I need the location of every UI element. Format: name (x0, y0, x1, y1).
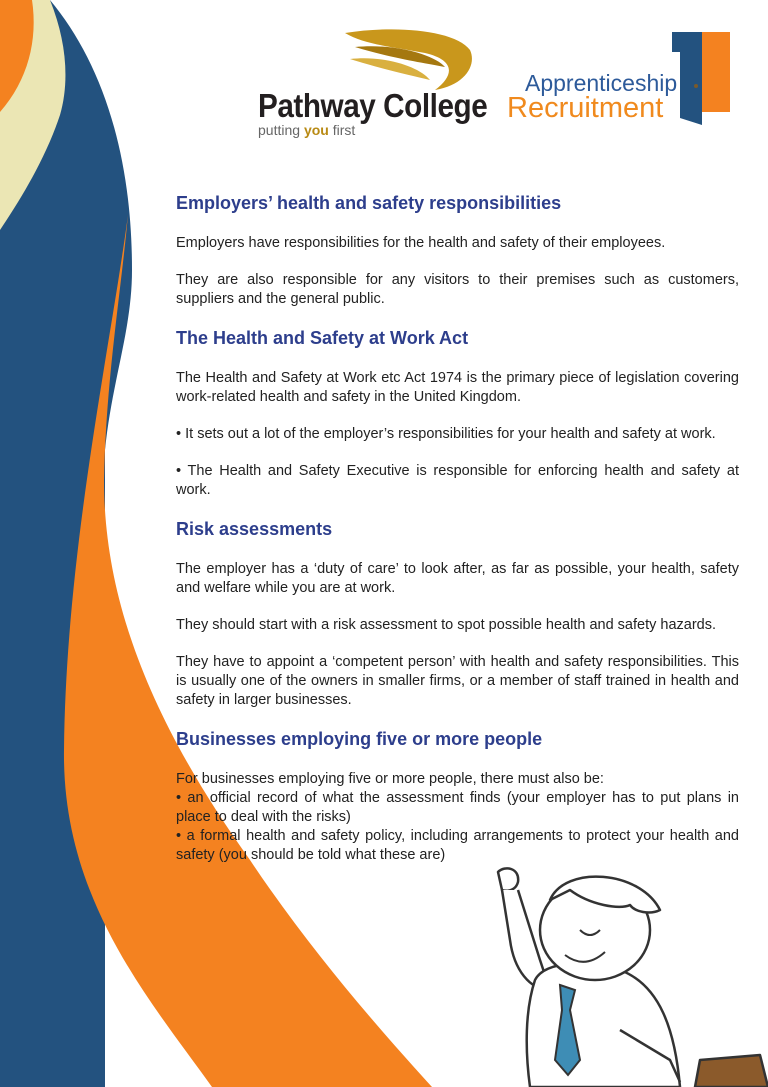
apprenticeship-recruitment-logo (505, 30, 735, 130)
heading-hsw-act: The Health and Safety at Work Act (176, 328, 469, 348)
heading-businesses: Businesses employing five or more people (176, 729, 543, 749)
cartoon-businessman-illustration (470, 860, 768, 1087)
logo-line-2: Recruitment (507, 92, 664, 124)
paragraph: The Health and Safety at Work etc Act 1974 is the primary piece of legislation covering work-related health and safety in the United Kingdom. (176, 370, 739, 405)
tagline-part: first (328, 122, 356, 138)
bullet-item: • an official record of what the assessment finds (your employer has to put plans in place to deal with the risks) (176, 790, 739, 825)
tagline-you: you (303, 122, 329, 138)
tagline-part: putting (258, 122, 304, 138)
pathway-tagline (258, 122, 355, 138)
heading-employers: Employers’ health and safety responsibilities (176, 193, 562, 213)
pathway-college-name: Pathway College (258, 87, 488, 124)
paragraph: The employer has a ‘duty of care’ to look after, as far as possible, your health, safety and welfare while you are at work. (176, 561, 739, 596)
bullet-item: • It sets out a lot of the employer’s responsibilities for your health and safety at work. (176, 426, 716, 442)
swoosh-icon (255, 25, 485, 95)
logo-line-1: Apprenticeship (525, 70, 678, 96)
heading-risk-assessments: Risk assessments (176, 519, 333, 539)
paragraph: They should start with a risk assessment to spot possible health and safety hazards. (176, 617, 716, 633)
paragraph: They have to appoint a ‘competent person’ with health and safety responsibilities. This is usually one of the owners in smaller firms, or a member of staff trained in health and safety in larger businesses. (176, 654, 739, 708)
paragraph: For businesses employing five or more people, there must also be: (176, 771, 604, 787)
paragraph: They are also responsible for any visitors to their premises such as customers, suppliers and the general public. (176, 272, 739, 307)
bullet-item: • a formal health and safety policy, including arrangements to protect your health and safety (you should be told what these are) (176, 828, 739, 863)
bullet-item: • The Health and Safety Executive is responsible for enforcing health and safety at work. (176, 463, 739, 498)
pathway-college-logo (255, 25, 488, 140)
paragraph: Employers have responsibilities for the health and safety of their employees. (176, 235, 666, 251)
document-body (176, 192, 739, 865)
door-icon (670, 30, 740, 130)
